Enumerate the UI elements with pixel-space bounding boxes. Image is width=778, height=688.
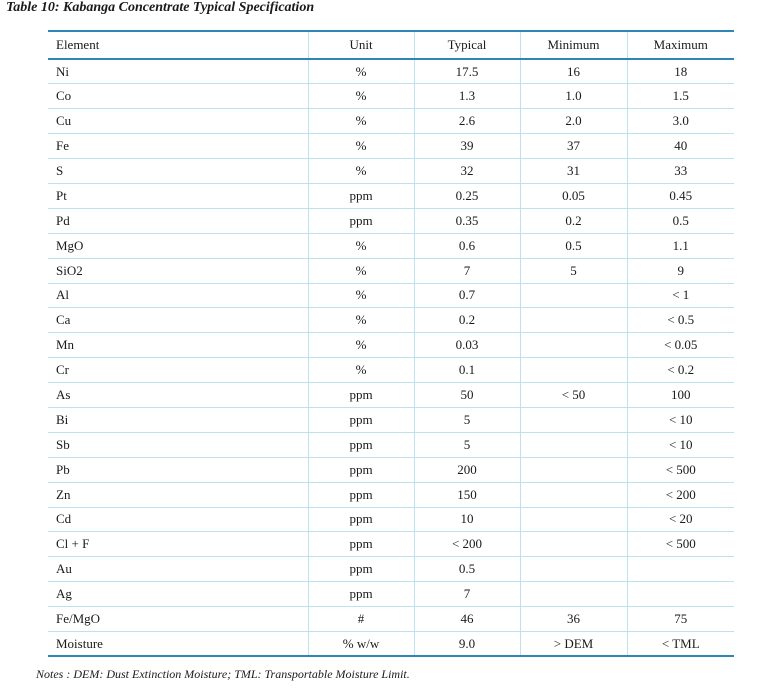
cell-typical: 0.6	[414, 233, 520, 258]
cell-element: Fe	[56, 138, 69, 154]
cell-maximum: 9	[627, 258, 734, 283]
cell-maximum: 100	[627, 383, 734, 408]
table-notes: Notes : DEM: Dust Extinction Moisture; TML: Transportable Moisture Limit.	[36, 667, 410, 681]
cell-typical: 10	[414, 507, 520, 532]
cell-maximum: < 500	[627, 532, 734, 557]
cell-typical: 46	[414, 607, 520, 632]
cell-typical: 0.03	[414, 333, 520, 358]
cell-typical: 7	[414, 582, 520, 607]
cell-maximum: < TML	[627, 631, 734, 656]
cell-maximum: 1.5	[627, 84, 734, 109]
cell-element: Ca	[56, 312, 71, 328]
cell-unit: ppm	[308, 432, 414, 457]
cell-maximum	[627, 557, 734, 582]
cell-unit: ppm	[308, 582, 414, 607]
table-row	[48, 84, 734, 109]
cell-element: Zn	[56, 486, 71, 502]
cell-element: Ag	[56, 586, 72, 602]
cell-unit: ppm	[308, 532, 414, 557]
cell-unit: %	[308, 134, 414, 159]
cell-typical: 2.6	[414, 109, 520, 134]
cell-typical: 9.0	[414, 631, 520, 656]
cell-element: Al	[56, 287, 69, 303]
cell-minimum: < 50	[520, 383, 627, 408]
cell-maximum: 3.0	[627, 109, 734, 134]
cell-unit: ppm	[308, 183, 414, 208]
cell-maximum: 0.5	[627, 208, 734, 233]
cell-minimum	[520, 283, 627, 308]
cell-typical: 39	[414, 134, 520, 159]
cell-maximum	[627, 582, 734, 607]
cell-typical: < 200	[414, 532, 520, 557]
column-header-element: Element	[56, 37, 100, 52]
cell-unit: %	[308, 333, 414, 358]
cell-unit: ppm	[308, 383, 414, 408]
cell-unit: %	[308, 233, 414, 258]
cell-unit: %	[308, 84, 414, 109]
cell-unit: %	[308, 358, 414, 383]
cell-typical: 0.25	[414, 183, 520, 208]
cell-unit: %	[308, 283, 414, 308]
cell-unit: %	[308, 109, 414, 134]
column-header-unit: Unit	[308, 31, 414, 59]
table-row	[48, 283, 734, 308]
cell-element: Pd	[56, 212, 70, 228]
table-row	[48, 208, 734, 233]
cell-maximum: 18	[627, 59, 734, 84]
cell-minimum	[520, 333, 627, 358]
table-row	[48, 358, 734, 383]
table-row	[48, 383, 734, 408]
table-row	[48, 457, 734, 482]
cell-minimum: 1.0	[520, 84, 627, 109]
table-row	[48, 233, 734, 258]
cell-maximum: < 20	[627, 507, 734, 532]
cell-maximum: 40	[627, 134, 734, 159]
table-row	[48, 482, 734, 507]
table-row	[48, 407, 734, 432]
cell-element: Cd	[56, 511, 72, 527]
cell-element: MgO	[56, 237, 84, 253]
cell-typical: 0.1	[414, 358, 520, 383]
cell-typical: 0.35	[414, 208, 520, 233]
table-row	[48, 607, 734, 632]
cell-minimum	[520, 557, 627, 582]
cell-element: Au	[56, 561, 72, 577]
cell-minimum: 0.2	[520, 208, 627, 233]
specification-table	[48, 30, 734, 657]
cell-unit: ppm	[308, 482, 414, 507]
cell-minimum	[520, 582, 627, 607]
cell-element: Moisture	[56, 635, 103, 651]
table-row	[48, 582, 734, 607]
table-row	[48, 59, 734, 84]
cell-minimum: 31	[520, 159, 627, 184]
cell-minimum	[520, 407, 627, 432]
cell-minimum: 0.05	[520, 183, 627, 208]
cell-typical: 200	[414, 457, 520, 482]
cell-typical: 0.7	[414, 283, 520, 308]
cell-minimum	[520, 507, 627, 532]
cell-minimum: 5	[520, 258, 627, 283]
cell-maximum: < 10	[627, 432, 734, 457]
cell-minimum: > DEM	[520, 631, 627, 656]
cell-maximum: 1.1	[627, 233, 734, 258]
table-row	[48, 258, 734, 283]
cell-element: Sb	[56, 436, 70, 452]
cell-typical: 7	[414, 258, 520, 283]
column-header-minimum: Minimum	[520, 31, 627, 59]
cell-typical: 0.5	[414, 557, 520, 582]
column-header-maximum: Maximum	[627, 31, 734, 59]
cell-typical: 0.2	[414, 308, 520, 333]
cell-element: Cl + F	[56, 536, 90, 552]
cell-unit: ppm	[308, 457, 414, 482]
table-row	[48, 557, 734, 582]
table-row	[48, 432, 734, 457]
cell-typical: 32	[414, 159, 520, 184]
table-row	[48, 183, 734, 208]
cell-minimum	[520, 457, 627, 482]
table-row	[48, 507, 734, 532]
cell-maximum: 0.45	[627, 183, 734, 208]
cell-typical: 5	[414, 407, 520, 432]
cell-maximum: < 0.05	[627, 333, 734, 358]
cell-minimum: 16	[520, 59, 627, 84]
table-row	[48, 333, 734, 358]
table-header	[48, 31, 734, 59]
cell-element: Cr	[56, 362, 69, 378]
cell-element: S	[56, 163, 64, 178]
table-row	[48, 631, 734, 656]
cell-minimum	[520, 308, 627, 333]
cell-unit: % w/w	[308, 631, 414, 656]
cell-minimum: 0.5	[520, 233, 627, 258]
cell-unit: %	[308, 258, 414, 283]
cell-element: Ni	[56, 63, 69, 79]
cell-maximum: < 1	[627, 283, 734, 308]
cell-minimum	[520, 482, 627, 507]
cell-element: As	[56, 387, 71, 403]
table-body	[48, 59, 734, 656]
cell-element: Co	[56, 88, 72, 104]
header-row	[48, 31, 734, 59]
cell-minimum: 37	[520, 134, 627, 159]
cell-minimum: 2.0	[520, 109, 627, 134]
table-caption: Table 10: Kabanga Concentrate Typical Specification	[6, 0, 315, 15]
table-row	[48, 532, 734, 557]
cell-minimum	[520, 532, 627, 557]
cell-unit: ppm	[308, 208, 414, 233]
cell-unit: ppm	[308, 557, 414, 582]
cell-maximum: < 0.2	[627, 358, 734, 383]
cell-typical: 17.5	[414, 59, 520, 84]
cell-element: Pt	[56, 187, 67, 203]
cell-unit: %	[308, 159, 414, 184]
cell-typical: 50	[414, 383, 520, 408]
cell-unit: ppm	[308, 507, 414, 532]
cell-unit: %	[308, 59, 414, 84]
cell-element: Mn	[56, 337, 75, 353]
cell-element: Fe/MgO	[56, 611, 101, 627]
table-row	[48, 109, 734, 134]
cell-minimum	[520, 432, 627, 457]
cell-unit: #	[308, 607, 414, 632]
cell-typical: 1.3	[414, 84, 520, 109]
table-row	[48, 159, 734, 184]
cell-element: Cu	[56, 113, 72, 129]
cell-unit: ppm	[308, 407, 414, 432]
cell-maximum: 75	[627, 607, 734, 632]
cell-unit: %	[308, 308, 414, 333]
cell-typical: 5	[414, 432, 520, 457]
cell-maximum: < 10	[627, 407, 734, 432]
column-header-typical: Typical	[414, 31, 520, 59]
table-row	[48, 308, 734, 333]
cell-typical: 150	[414, 482, 520, 507]
cell-maximum: < 0.5	[627, 308, 734, 333]
table-row	[48, 134, 734, 159]
cell-element: Pb	[56, 461, 70, 477]
cell-maximum: < 500	[627, 457, 734, 482]
cell-maximum: 33	[627, 159, 734, 184]
cell-minimum: 36	[520, 607, 627, 632]
cell-element: Bi	[56, 411, 69, 427]
cell-maximum: < 200	[627, 482, 734, 507]
cell-minimum	[520, 358, 627, 383]
cell-element: SiO2	[56, 262, 83, 278]
